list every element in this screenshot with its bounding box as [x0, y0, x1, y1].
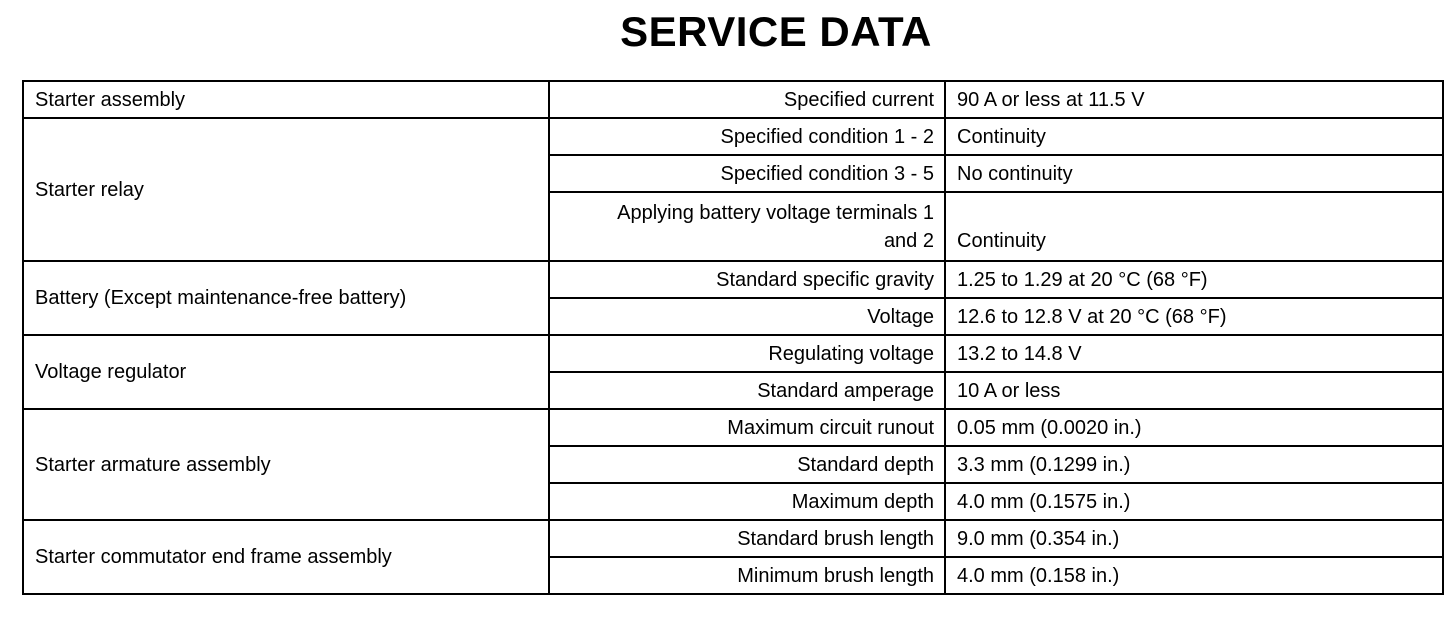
component-voltage-regulator: Voltage regulator — [23, 335, 549, 409]
item-label: Specified condition 1 - 2 — [549, 118, 945, 155]
item-label: Minimum brush length — [549, 557, 945, 594]
item-label: Maximum circuit runout — [549, 409, 945, 446]
item-label: Specified condition 3 - 5 — [549, 155, 945, 192]
spec-value: 4.0 mm (0.1575 in.) — [945, 483, 1443, 520]
item-label: Specified current — [549, 81, 945, 118]
item-label: Maximum depth — [549, 483, 945, 520]
item-label: Standard specific gravity — [549, 261, 945, 298]
component-starter-assembly: Starter assembly — [23, 81, 549, 118]
page-title: SERVICE DATA — [620, 8, 932, 55]
spec-value: 13.2 to 14.8 V — [945, 335, 1443, 372]
component-starter-armature-assembly: Starter armature assembly — [23, 409, 549, 520]
item-label-line1: Applying battery voltage terminals 1 — [617, 201, 934, 224]
item-label — [549, 192, 945, 261]
item-label: Standard depth — [549, 446, 945, 483]
table-row — [23, 409, 1443, 446]
spec-value: 90 A or less at 11.5 V — [945, 81, 1443, 118]
spec-value: No continuity — [945, 155, 1443, 192]
table-row — [23, 81, 1443, 118]
component-battery: Battery (Except maintenance-free battery) — [23, 261, 549, 335]
table-row — [23, 118, 1443, 155]
item-label: Standard amperage — [549, 372, 945, 409]
component-starter-commutator-end-frame-assembly: Starter commutator end frame assembly — [23, 520, 549, 594]
spec-value: Continuity — [945, 118, 1443, 155]
table-row — [23, 261, 1443, 298]
spec-value: 0.05 mm (0.0020 in.) — [945, 409, 1443, 446]
spec-value: 10 A or less — [945, 372, 1443, 409]
table-row — [23, 335, 1443, 372]
spec-value: 1.25 to 1.29 at 20 °C (68 °F) — [945, 261, 1443, 298]
item-label: Voltage — [549, 298, 945, 335]
item-label-line2: and 2 — [883, 229, 934, 252]
spec-value: Continuity — [945, 192, 1443, 261]
spec-value: 3.3 mm (0.1299 in.) — [945, 446, 1443, 483]
spec-value: 9.0 mm (0.354 in.) — [945, 520, 1443, 557]
component-starter-relay: Starter relay — [23, 118, 549, 261]
spec-value: 12.6 to 12.8 V at 20 °C (68 °F) — [945, 298, 1443, 335]
service-data-table — [22, 80, 1444, 595]
spec-value: 4.0 mm (0.158 in.) — [945, 557, 1443, 594]
item-label: Standard brush length — [549, 520, 945, 557]
item-label: Regulating voltage — [549, 335, 945, 372]
table-row — [23, 520, 1443, 557]
